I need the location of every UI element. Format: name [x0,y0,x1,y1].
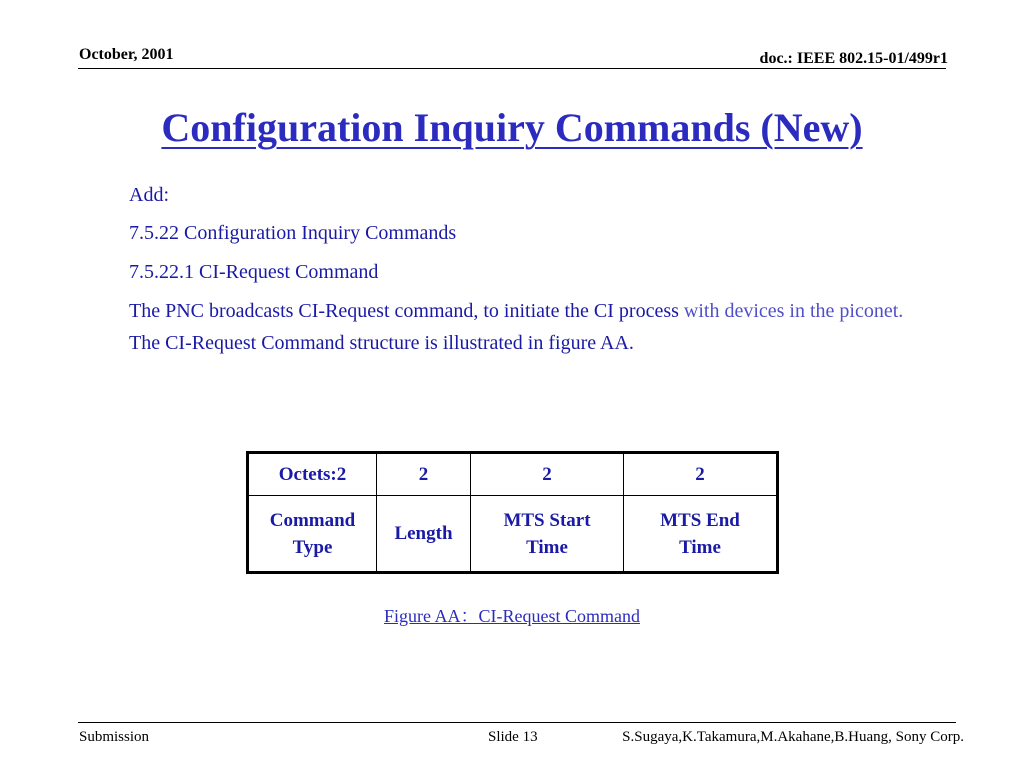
footer-authors: S.Sugaya,K.Takamura,M.Akahane,B.Huang, Sony Corp. [622,729,964,745]
section-heading: 7.5.22 Configuration Inquiry Commands [129,222,457,244]
paragraph-part1: The PNC broadcasts CI-Request command, to initiate the CI process [129,300,684,322]
fields-row [248,496,778,573]
header-doc-id: doc.: IEEE 802.15-01/499r1 [759,50,948,67]
octets-cell: 2 [377,453,471,496]
field-cell-command-type: Command Type [248,496,377,573]
header-date: October, 2001 [79,46,174,63]
subsection-heading: 7.5.22.1 CI-Request Command [129,261,379,283]
octets-row [248,453,778,496]
header-divider [78,68,946,69]
paragraph-part2: with devices in the piconet. [683,300,904,322]
paragraph-part3: The CI-Request Command structure is illustrated in figure AA. [129,331,634,354]
description-paragraph [129,296,929,359]
ci-request-frame-table [246,451,779,574]
figure-caption: Figure AA：CI-Request Command [384,606,640,626]
field-cell-mts-end-time: MTS End Time [624,496,778,573]
slide-title: Configuration Inquiry Commands (New) [161,105,863,150]
octets-cell: 2 [471,453,624,496]
field-cell-mts-start-time: MTS Start Time [471,496,624,573]
footer-divider [78,722,956,723]
octets-cell: 2 [624,453,778,496]
footer-submission: Submission [79,729,150,745]
add-label: Add: [129,184,169,206]
octets-cell: Octets:2 [248,453,377,496]
footer-slide-number: Slide 13 [488,729,538,745]
field-cell-length: Length [377,496,471,573]
